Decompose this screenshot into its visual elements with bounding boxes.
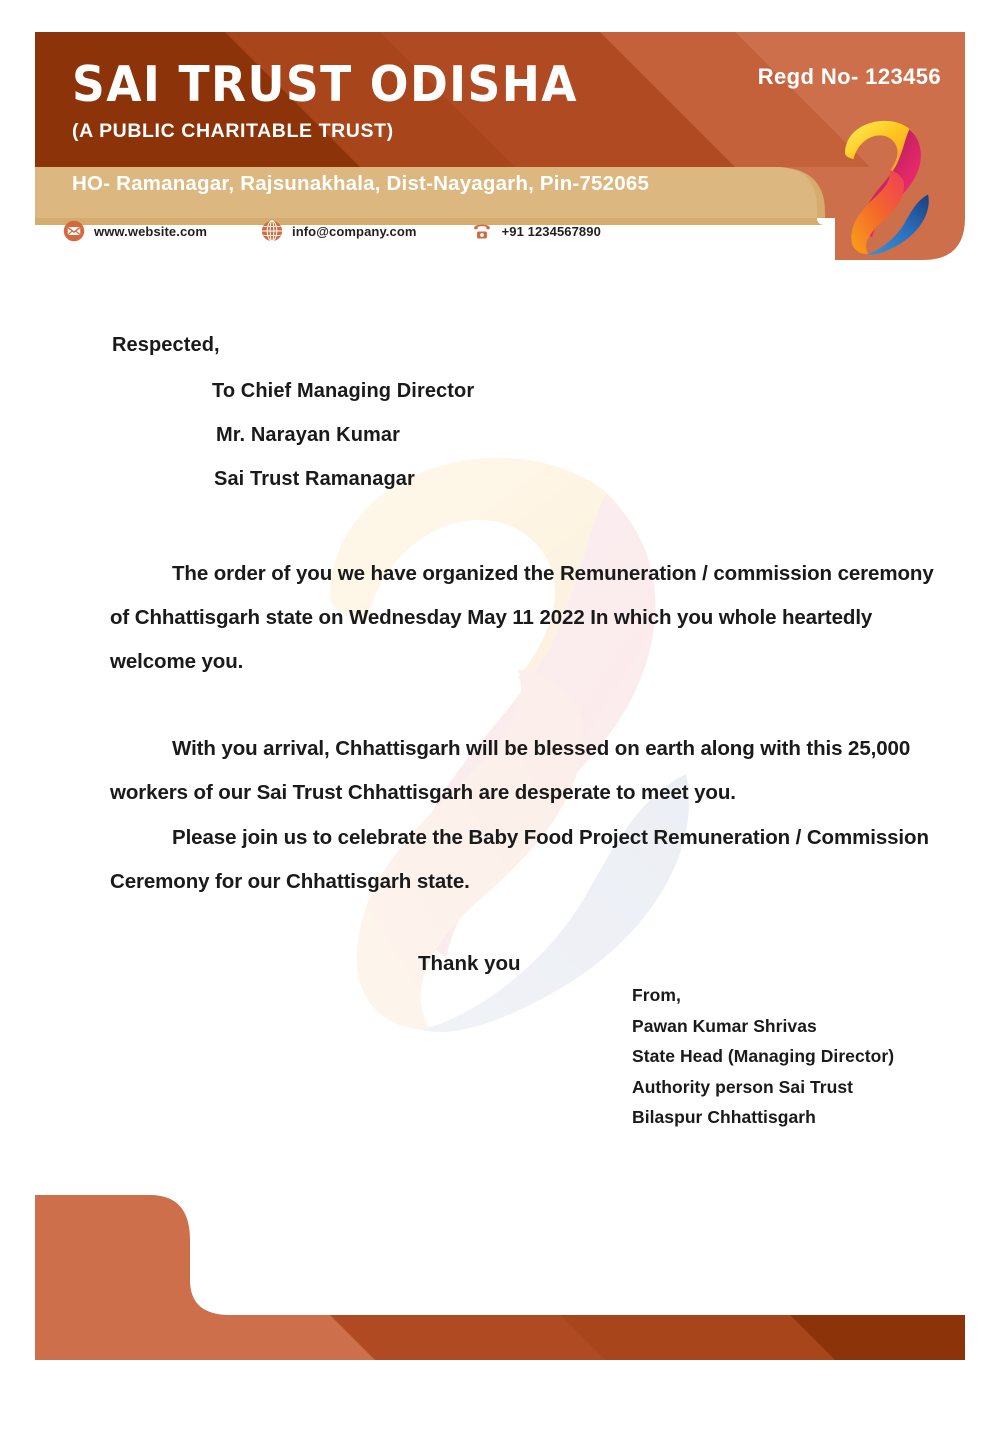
closing-text: Thank you [418,952,521,975]
contact-website[interactable] [63,220,207,242]
addressee-line-3: Sai Trust Ramanagar [214,468,415,490]
head-office-address: HO- Ramanagar, Rajsunakhala, Dist-Nayagarh, Pin-752065 [72,172,650,195]
signature-location: Bilaspur Chhattisgarh [632,1107,816,1127]
addressee-line-2: Mr. Narayan Kumar [216,424,400,446]
organization-subtitle: (A PUBLIC CHARITABLE TRUST) [72,120,394,142]
phone-icon [471,220,493,242]
body-paragraph-3: Please join us to celebrate the Baby Food Project Remuneration / Commission Ceremony for our Chhattisgarh state. [110,826,929,893]
registration-number: Regd No- 123456 [757,64,941,89]
addressee-line-1: To Chief Managing Director [212,380,475,402]
signature-from-label: From, [632,985,681,1005]
letterhead-header [35,32,965,260]
brand-block [72,56,692,143]
signature-block [632,980,894,1133]
flame-swoosh-logo [831,114,943,264]
signature-role: Authority person Sai Trust [632,1076,854,1097]
contact-email[interactable] [261,220,417,242]
contact-email-text: info@company.com [292,223,417,239]
organization-name: SAI TRUST ODISHA [72,56,578,113]
envelope-icon [63,220,85,242]
contact-phone[interactable] [471,220,601,242]
contact-bar [63,220,655,242]
salutation: Respected, [112,334,220,356]
contact-phone-text: +91 1234567890 [501,223,601,239]
contact-website-text: www.website.com [94,223,207,239]
signature-title: State Head (Managing Director) [632,1046,895,1066]
letterhead-footer [0,1170,1000,1430]
signature-name: Pawan Kumar Shrivas [632,1015,817,1036]
body-paragraph-2: With you arrival, Chhattisgarh will be blessed on earth along with this 25,000 workers of our Sai Trust Chhattisgarh are desperate to meet you. [110,737,911,804]
footer-background-shape [0,1170,1000,1430]
globe-icon [261,220,283,242]
body-paragraph-1: The order of you we have organized the Remuneration / commission ceremony of Chhattisgarh state on Wednesday May 11 2022 In which you whole heartedly welcome you. [110,562,934,673]
